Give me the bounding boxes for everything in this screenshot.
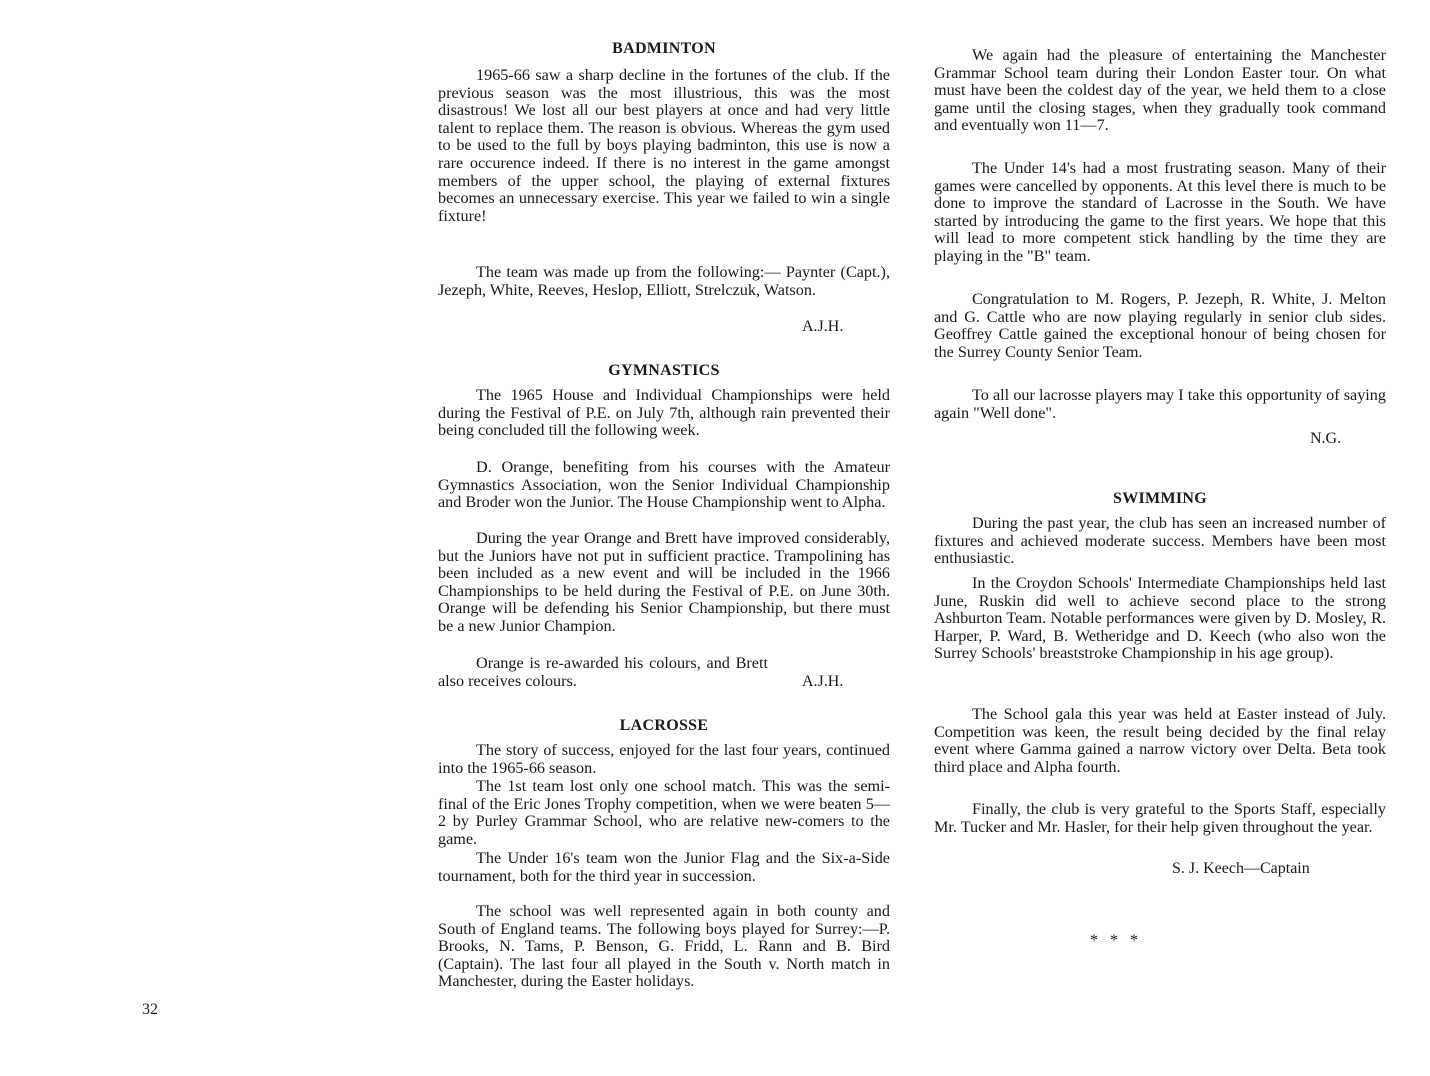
lacrosse-continued-paragraph-2: The Under 14's had a most frustrating season. Many of their games were cancelled by opponents. At this level there is much to be done to improve the standard of Lacrosse in the South. We have started by introducing the game to the first years. We hope that this will lead to more competent stick handling by the time they are playing in the "B" team. (934, 159, 1386, 265)
lacrosse-heading: LACROSSE (619, 717, 709, 734)
lacrosse-signature: N.G. (1310, 430, 1342, 447)
swimming-signature: S. J. Keech—Captain (1172, 860, 1310, 877)
lacrosse-continued-paragraph-3: Congratulation to M. Rogers, P. Jezeph, R. White, J. Melton and G. Cattle who are now playing regularly in senior club sides. Geoffrey Cattle gained the exceptional honour of being chosen for the Surrey County Senior Team. (934, 290, 1386, 361)
swimming-heading: SWIMMING (1113, 490, 1207, 507)
gymnastics-paragraph-2: D. Orange, benefiting from his courses with the Amateur Gymnastics Association, won the Senior Individual Championship and Broder won the Junior. The House Championship went to Alpha. (438, 458, 890, 512)
badminton-paragraph-2: The team was made up from the following:— Paynter (Capt.), Jezeph, White, Reeves, Heslop, Elliott, Strelczuk, Watson. (438, 263, 890, 299)
swimming-paragraph-3: The School gala this year was held at Easter instead of July. Competition was keen, the result being decided by the final relay event where Gamma gained a narrow victory over Delta. Beta took third place and Alpha fourth. (934, 705, 1386, 776)
gymnastics-signature: A.J.H. (802, 673, 844, 690)
swimming-paragraph-1: During the past year, the club has seen an increased number of fixtures and achieved moderate success. Members have been most enthusiastic. (934, 514, 1386, 568)
gymnastics-paragraph-1: The 1965 House and Individual Championships were held during the Festival of P.E. on July 7th, although rain prevented their being concluded till the following week. (438, 386, 890, 440)
lacrosse-paragraph-4: The school was well represented again in both county and South of England teams. The following boys played for Surrey:—P. Brooks, N. Tams, P. Benson, G. Fridd, L. Rann and B. Bird (Captain). The last four all played in the South v. North match in Manchester, during the Easter holidays. (438, 902, 890, 991)
lacrosse-paragraph-3: The Under 16's team won the Junior Flag and the Six-a-Side tournament, both for the third year in succession. (438, 849, 890, 885)
gymnastics-paragraph-4: Orange is re-awarded his colours, and Brett also receives colours. (438, 654, 768, 690)
badminton-heading: BADMINTON (612, 40, 716, 57)
gymnastics-heading: GYMNASTICS (608, 362, 720, 379)
badminton-signature: A.J.H. (802, 318, 844, 335)
swimming-paragraph-2: In the Croydon Schools' Intermediate Championships held last June, Ruskin did well to achieve second place to the strong Ashburton Team. Notable performances were given by D. Mosley, R. Harper, P. Ward, B. Wetheridge and D. Keech (who also won the Surrey Schools' breaststroke Championship in his age group). (934, 574, 1386, 663)
page-number: 32 (142, 1001, 158, 1018)
lacrosse-paragraph-1: The story of success, enjoyed for the last four years, continued into the 1965-66 season. (438, 741, 890, 777)
gymnastics-paragraph-3: During the year Orange and Brett have improved considerably, but the Juniors have not put in sufficient practice. Trampolining has been included as a new event and will be included in the 1966 Championships to be held during the Festival of P.E. on June 30th. Orange will be defending his Senior Championship, but there must be a new Junior Champion. (438, 529, 890, 635)
badminton-paragraph-1: 1965-66 saw a sharp decline in the fortunes of the club. If the previous season was the most illustrious, this was the most disastrous! We lost all our best players at once and had very little talent to replace them. The reason is obvious. Whereas the gym used to be used to the full by boys playing badminton, this use is now a rare occurence indeed. If there is no interest in the game amongst members of the upper school, the playing of external fixtures becomes an unnecessary exercise. This year we failed to win a single fixture! (438, 66, 890, 225)
lacrosse-continued-paragraph-4: To all our lacrosse players may I take this opportunity of saying again "Well done". (934, 386, 1386, 422)
lacrosse-paragraph-2: The 1st team lost only one school match. This was the semi-final of the Eric Jones Trophy competition, when we were beaten 5—2 by Purley Grammar School, who are relative new-comers to the game. (438, 777, 890, 848)
swimming-paragraph-4: Finally, the club is very grateful to the Sports Staff, especially Mr. Tucker and Mr. Hasler, for their help given throughout the year. (934, 800, 1386, 836)
lacrosse-continued-paragraph-1: We again had the pleasure of entertaining the Manchester Grammar School team during their London Easter tour. On what must have been the coldest day of the year, we held them to a close game until the closing stages, when they gradually took command and eventually won 11—7. (934, 46, 1386, 135)
section-separator: * * * (1090, 932, 1138, 949)
